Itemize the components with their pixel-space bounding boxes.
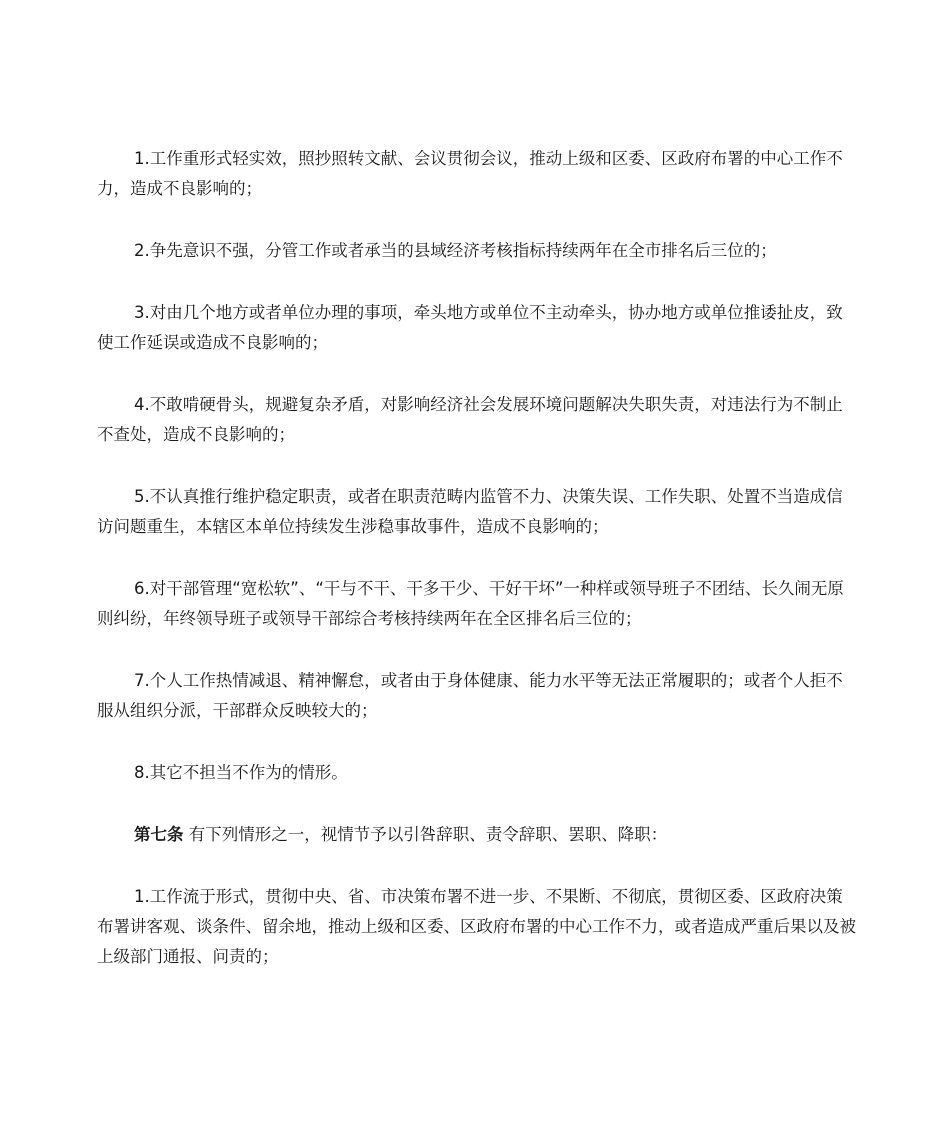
article-heading-paragraph	[97, 820, 859, 850]
list-item-5: 5.不认真推行维护稳定职责，或者在职责范畴内监管不力、决策失误、工作失职、处置不当造成信访问题重生，本辖区本单位持续发生涉稳事故事件，造成不良影响的；	[97, 487, 843, 536]
list-item-8: 8.其它不担当不作为的情形。	[134, 763, 348, 782]
list-item-4: 4.不敢啃硬骨头，规避复杂矛盾，对影响经济社会发展环境问题解决失职失责，对违法行为不制止不查处，造成不良影响的；	[97, 395, 843, 444]
list-item-3: 3.对由几个地方或者单位办理的事项，牵头地方或单位不主动牵头，协办地方或单位推诿扯皮，致使工作延误或造成不良影响的；	[97, 303, 843, 352]
article-item-1: 1.工作流于形式，贯彻中央、省、市决策布署不进一步、不果断、不彻底，贯彻区委、区政府决策布署讲客观、谈条件、留余地，推动上级和区委、区政府布署的中心工作不力，或者造成严重后果以及被上级部门通报、问责的；	[97, 887, 856, 966]
document-body	[97, 144, 859, 972]
list-item-1: 1.工作重形式轻实效，照抄照转文献、会议贯彻会议，推动上级和区委、区政府布署的中心工作不力，造成不良影响的；	[97, 149, 843, 198]
list-item-2: 2.争先意识不强，分管工作或者承当的县域经济考核指标持续两年在全市排名后三位的；	[134, 241, 777, 260]
list-item-6: 6.对干部管理“宽松软”、“干与不干、干多干少、干好干坏”一种样或领导班子不团结、长久闹无原则纠纷，年终领导班子或领导干部综合考核持续两年在全区排名后三位的；	[97, 579, 844, 628]
article-label: 第七条	[134, 825, 184, 844]
article-text: 有下列情形之一，视情节予以引咎辞职、责令辞职、罢职、降职：	[183, 825, 668, 844]
list-item-7: 7.个人工作热情减退、精神懈怠，或者由于身体健康、能力水平等无法正常履职的；或者个人拒不服从组织分派，干部群众反映较大的；	[97, 671, 843, 720]
